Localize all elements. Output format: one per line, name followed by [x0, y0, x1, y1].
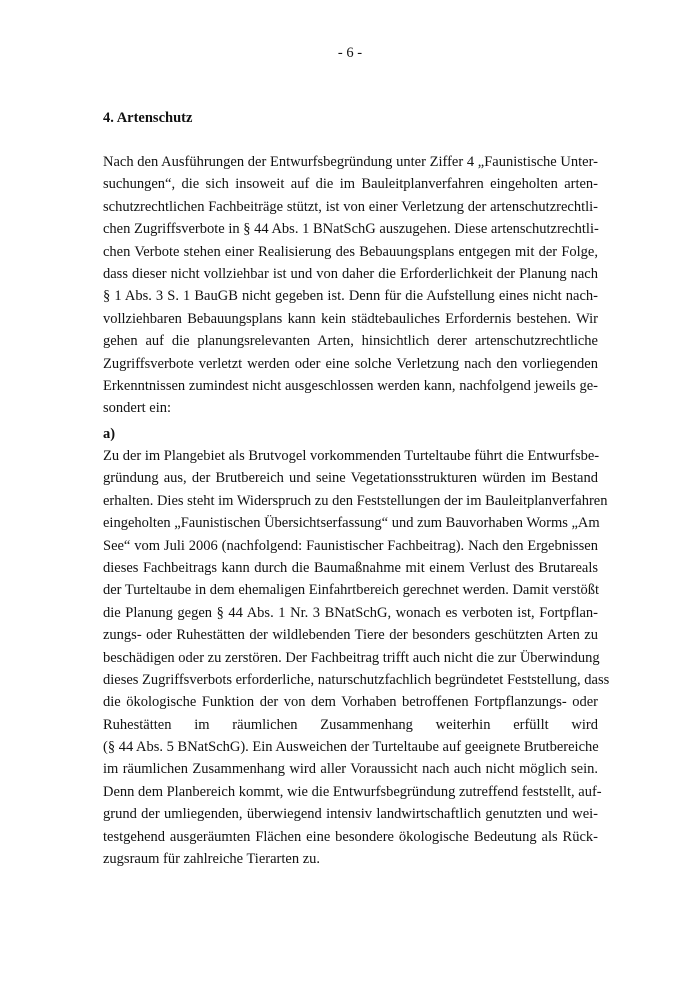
text-line: im räumlichen Zusammenhang wird aller Voraussicht nach auch nicht möglich sein.	[103, 761, 598, 778]
text-line: zugsraum für zahlreiche Tierarten zu.	[103, 851, 321, 868]
text-line: Ruhestätten im räumlichen Zusammenhang weiterhin erfüllt wird	[103, 716, 598, 733]
text-line: dass dieser nicht vollziehbar ist und von daher die Erforderlichkeit der Planung nach	[103, 265, 598, 282]
text-line: Zu der im Plangebiet als Brutvogel vorkommenden Turteltaube führt die Entwurfsbe-	[103, 448, 600, 464]
text-line: schutzrechtlichen Fachbeiträge stützt, ist von einer Verletzung der artenschutzrechtli-	[103, 198, 598, 215]
text-line: gründung aus, der Brutbereich und seine Vegetationsstrukturen würden im Bestand	[103, 470, 598, 487]
text-line: sondert ein:	[103, 400, 172, 417]
text-line: die Planung gegen § 44 Abs. 1 Nr. 3 BNatSchG, wonach es verboten ist, Fortpflan-	[103, 604, 598, 621]
text-line: § 1 Abs. 3 S. 1 BauGB nicht gegeben ist. Denn für die Aufstellung eines nicht nach-	[103, 288, 598, 305]
text-line: dieses Zugriffsverbots erforderliche, naturschutzfachlich begründetet Feststellung, dass	[103, 671, 610, 688]
text-line: testgehend ausgeräumten Flächen eine besondere ökologische Bedeutung als Rück-	[103, 828, 598, 845]
text-line: dieses Fachbeitrags kann durch die Baumaßnahme mit einem Verlust des Brutareals	[103, 559, 598, 576]
text-line: Erkenntnissen zumindest nicht ausgeschlossen werden kann, nachfolgend jeweils ge-	[103, 377, 598, 394]
page-number: - 6 -	[337, 45, 363, 61]
intro-paragraph	[103, 151, 598, 420]
section-heading: 4. Artenschutz	[103, 110, 193, 126]
text-line: zungs- oder Ruhestätten der wildlebenden Tiere der besonders geschützten Arten zu	[103, 627, 598, 644]
text-line: die ökologische Funktion der von dem Vorhaben betroffenen Fortpflanzungs- oder	[103, 694, 598, 711]
text-line: Denn dem Planbereich kommt, wie die Entwurfsbegründung zutreffend feststellt, auf-	[103, 783, 602, 800]
text-line: grund der umliegenden, überwiegend intensiv landwirtschaftlich genutzten und wei-	[103, 806, 598, 823]
text-line: Zugriffsverbote verletzt werden oder eine solche Verletzung nach den vorliegenden	[103, 355, 598, 372]
text-line: eingeholten „Faunistischen Übersichtserfassung“ und zum Bauvorhaben Worms „Am	[103, 515, 600, 532]
text-line: suchungen“, die sich insoweit auf die im Bauleitplanverfahren eingeholten arten-	[103, 176, 598, 193]
text-line: chen Zugriffsverbote in § 44 Abs. 1 BNatSchG auszugehen. Diese artenschutzrechtli-	[103, 221, 599, 238]
text-line: beschädigen oder zu zerstören. Der Fachbeitrag trifft auch nicht die zur Überwindung	[103, 649, 600, 666]
text-line: (§ 44 Abs. 5 BNatSchG). Ein Ausweichen der Turteltaube auf geeignete Brutbereiche	[103, 739, 599, 756]
subsection-paragraph	[103, 445, 610, 870]
text-line: erhalten. Dies steht im Widerspruch zu den Feststellungen der im Bauleitplanverfahren	[103, 492, 608, 509]
text-line: gehen auf die planungsrelevanten Arten, hinsichtlich derer artenschutzrechtliche	[103, 333, 598, 350]
text-line: der Turteltaube in dem ehemaligen Einfahrtbereich gerechnet werden. Damit verstößt	[103, 582, 600, 599]
text-line: Nach den Ausführungen der Entwurfsbegründung unter Ziffer 4 „Faunistische Unter-	[103, 154, 598, 170]
subsection-label: a)	[103, 426, 116, 442]
text-line: See“ vom Juli 2006 (nachfolgend: Faunistischer Fachbeitrag). Nach den Ergebnissen	[103, 537, 598, 554]
text-line: vollziehbaren Bebauungsplans kann kein städtebauliches Erfordernis bestehen. Wir	[103, 310, 598, 327]
text-line: chen Verbote stehen einer Realisierung des Bebauungsplans entgegen mit der Folge,	[103, 243, 598, 260]
